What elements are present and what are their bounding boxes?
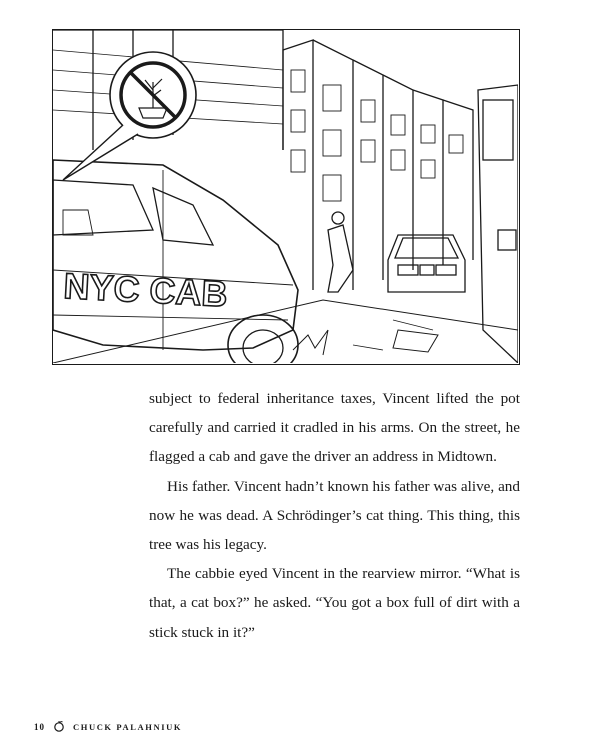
page-number: 10: [34, 722, 45, 732]
paragraph-3: The cabbie eyed Vincent in the rearview mirror. “What is that, a cat box?” he asked. “You got a box full of dirt with a stick stuck in it?”: [149, 565, 520, 641]
page-footer: [34, 719, 182, 735]
paragraph-2: His father. Vincent hadn’t known his father was alive, and now he was dead. A Schrödinger’s cat thing. This thing, this tree was his legacy.: [149, 477, 520, 554]
comic-illustration: [52, 29, 520, 365]
apple-tree-icon: [53, 720, 65, 734]
author-name: CHUCK PALAHNIUK: [73, 722, 183, 732]
cab-lettering: NYC CAB: [62, 265, 229, 315]
body-text: [149, 384, 520, 647]
paragraph-1: subject to federal inheritance taxes, Vincent lifted the pot carefully and carried it cradled in his arms. On the street, he flagged a cab and gave the driver an address in Midtown.: [149, 390, 520, 466]
